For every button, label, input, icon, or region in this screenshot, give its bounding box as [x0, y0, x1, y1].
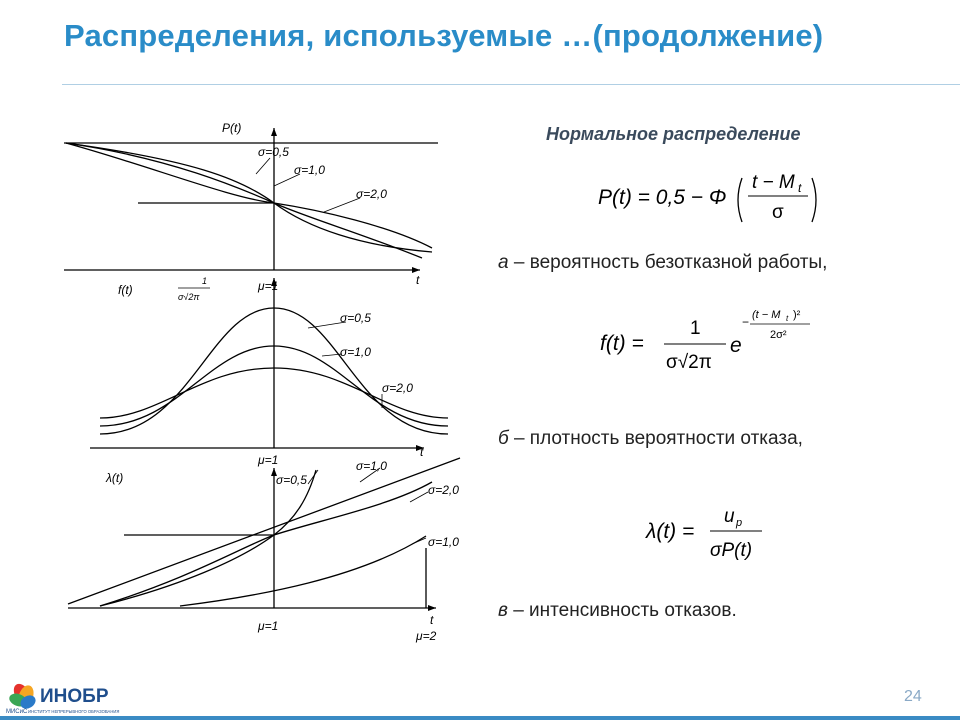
graph-c-curve-label-2: σ=1,0 [356, 459, 387, 473]
description-b-text: – плотность вероятности отказа, [508, 428, 803, 449]
description-a-text: – вероятность безотказной работы, [508, 252, 828, 273]
graph-c-curve-label-4: σ=1,0 [428, 535, 459, 549]
curve-c-sigma-0-5 [100, 470, 316, 606]
graph-b-curve-label-1: σ=0,5 [340, 311, 371, 325]
graph-density [90, 278, 448, 448]
logo-mark: МИСиС [6, 709, 28, 715]
page-number: 24 [904, 688, 922, 705]
formula-hazard-den: σP(t) [710, 540, 753, 561]
graph-c-curve-label-1: σ=0,5 [276, 473, 307, 487]
formula-density-exp-den: 2σ² [770, 329, 787, 341]
description-a [498, 252, 827, 274]
formula-density-base: e [730, 334, 742, 357]
title-divider [62, 84, 960, 85]
distribution-graphs [60, 108, 480, 648]
formula-hazard-num: u [724, 506, 735, 527]
formula-density [598, 300, 818, 380]
formula-density-exp-sign: − [742, 315, 750, 329]
formula-reliability-lhs: P(t) = 0,5 − Φ [598, 186, 727, 209]
formula-density-lhs: f(t) = [600, 332, 644, 355]
graph-a-curve-label-1: σ=0,5 [258, 145, 289, 159]
formula-density-den: σ√2π [666, 352, 712, 373]
formula-reliability-num-sub: t [798, 181, 802, 195]
formula-reliability-num: t − M [752, 172, 795, 193]
graph-b-y-label: f(t) [118, 283, 133, 297]
graph-a-mu-label: μ=1 [258, 279, 279, 293]
bottom-bar [0, 716, 960, 720]
formula-density-exp-tail: )² [793, 309, 801, 321]
graph-c-x-label: t [430, 613, 434, 627]
graph-b-y-tick: 1 [202, 276, 208, 286]
distribution-subtitle: Нормальное распределение [546, 124, 801, 144]
graph-b-x-label: t [420, 445, 424, 459]
description-b [498, 428, 803, 450]
graph-hazard [68, 458, 460, 608]
graph-a-curve-label-3: σ=2,0 [356, 187, 387, 201]
inobr-logo [4, 676, 134, 716]
curve-c-sigma-2-0 [180, 536, 426, 606]
curve-c-sigma-1-0 [100, 482, 432, 606]
logo-caption: ИНСТИТУТ НЕПРЕРЫВНОГО ОБРАЗОВАНИЯ [28, 709, 120, 714]
graph-a-x-label: t [416, 273, 420, 287]
formula-hazard-num-sub: p [736, 517, 743, 529]
description-c-letter: в [498, 600, 508, 621]
formula-hazard-lhs: λ(t) = [646, 520, 695, 543]
graph-b-curve-label-3: σ=2,0 [382, 381, 413, 395]
graph-a-curve-label-2: σ=1,0 [294, 163, 325, 177]
logo-text: ИНОБР [40, 686, 109, 707]
formula-density-num: 1 [690, 318, 701, 339]
graph-c-y-label: λ(t) [106, 471, 124, 485]
graph-c-mu2-label: μ=2 [416, 629, 437, 643]
formula-hazard [644, 500, 784, 570]
description-c [498, 600, 737, 622]
graph-c-mu-label: μ=1 [258, 619, 279, 633]
curve-c-sigma-1-0-line [68, 458, 460, 604]
description-a-letter: а [498, 252, 509, 273]
formula-density-exp-sub: t [786, 314, 789, 323]
formula-reliability [596, 164, 836, 234]
formula-reliability-den: σ [772, 202, 784, 223]
graph-b-y-tick-den: σ√2π [178, 292, 200, 302]
description-c-text: – интенсивность отказов. [507, 600, 737, 621]
description-b-letter: б [498, 428, 509, 449]
graph-a-y-label: P(t) [222, 121, 242, 135]
logo-petals-icon [7, 681, 37, 711]
graph-c-curve-label-3: σ=2,0 [428, 483, 459, 497]
slide-title: Распределения, используемые …(продолжение) [64, 18, 824, 53]
formula-density-exp-num: (t − M [752, 309, 781, 321]
graph-b-curve-label-2: σ=1,0 [340, 345, 371, 359]
graph-b-mu-label: μ=1 [258, 453, 279, 467]
